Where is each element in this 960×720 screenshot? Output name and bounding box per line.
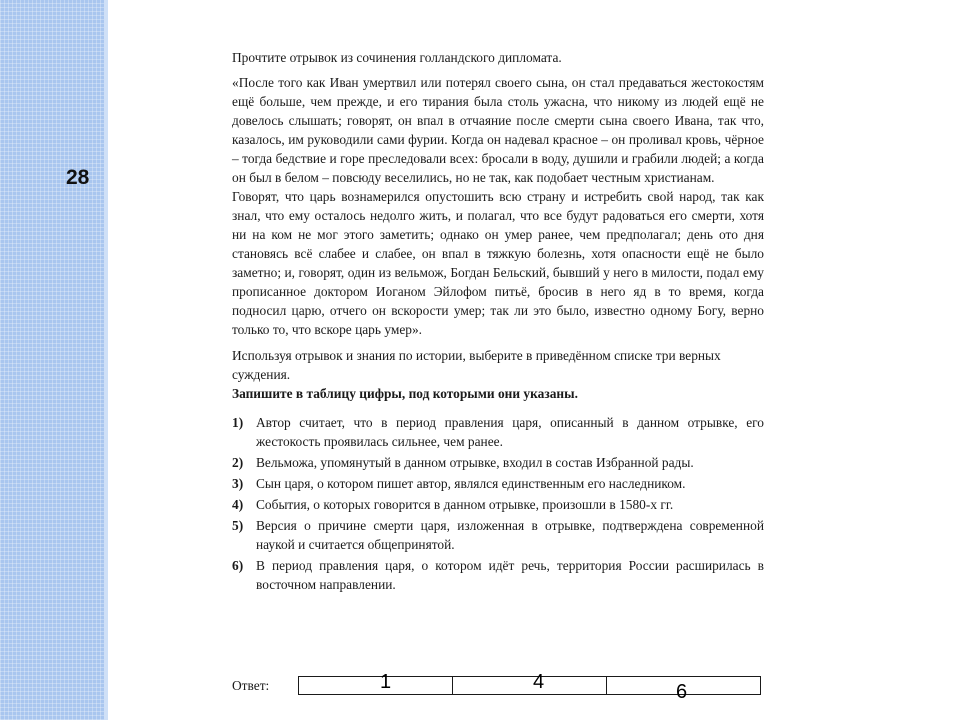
answer-label: Ответ: [232,677,270,693]
document-page [232,48,764,596]
answer-digit: 4 [533,671,545,693]
task-text: Используя отрывок и знания по истории, выберите в приведённом списке три верных суждения. [232,348,721,382]
answer-digit: 6 [676,681,688,703]
answer-cell[interactable] [453,677,607,695]
option-item: 1) Автор считает, что в период правления царя, описанный в данном отрывке, его жестокость проявилась сильнее, чем ранее. [232,415,764,449]
option-item: 3) Сын царя, о котором пишет автор, являлся единственным его наследником. [232,476,686,491]
option-item: 2) Вельможа, упомянутый в данном отрывке, входил в состав Избранной рады. [232,455,694,470]
options-list [232,413,764,594]
quote-paragraph: Говорят, что царь вознамерился опустошить всю страну и истребить свой народ, так как знал, что ему осталось недолго жить, и полагал, что все будут радоваться его смерти, хотя ни на ком не мог этого заметить; однако он умер ранее, чем предполагал; день ото дня становясь всё слабее и слабее, он впал в тяжкую болезнь, хотя опасности ещё не было заметно; и, говорят, один из вельмож, Богдан Бельский, бывший у него в милости, подал ему прописанное доктором Иоганом Эйлофом питьё, бросив в него яд в то время, когда подносил царю, отчего он вскорости умер; так ли это было, известно одному Богу, верно только то, что вскоре царь умер». [232,189,764,337]
slide-sidebar [0,0,104,720]
sidebar-divider [104,0,108,720]
answer-table [298,676,761,695]
answer-cell[interactable] [299,677,453,695]
option-item: 5) Версия о причине смерти царя, изложенная в отрывке, подтверждена современной наукой и считается общепринятой. [232,518,764,552]
intro-text: Прочтите отрывок из сочинения голландского дипломата. [232,50,562,65]
answer-digit: 1 [380,671,392,693]
task-instructions [232,346,764,403]
quote-paragraph: «После того как Иван умертвил или потерял своего сына, он стал предаваться жестокостям ещё больше, чем прежде, и его тирания была столь ужасна, что никому из людей ещё не довелось слышать; говорят, он впал в отчаяние после смерти сына своего Ивана, так что, казалось, им руководили сами фурии. Когда он надевал красное – он проливал кровь, чёрное – тогда бедствие и горе преследовали всех: бросали в воду, душили и грабили людей; а когда он был в белом – повсюду веселились, но не так, как подобает честным христианам. [232,75,764,185]
option-item: 4) События, о которых говорится в данном отрывке, произошли в 1580-х гг. [232,497,674,512]
task-text-bold: Запишите в таблицу цифры, под которыми они указаны. [232,386,578,401]
task-number: 28 [66,166,90,189]
source-quote [232,73,764,339]
option-item: 6) В период правления царя, о котором идёт речь, территория России расширилась в восточном направлении. [232,558,764,592]
